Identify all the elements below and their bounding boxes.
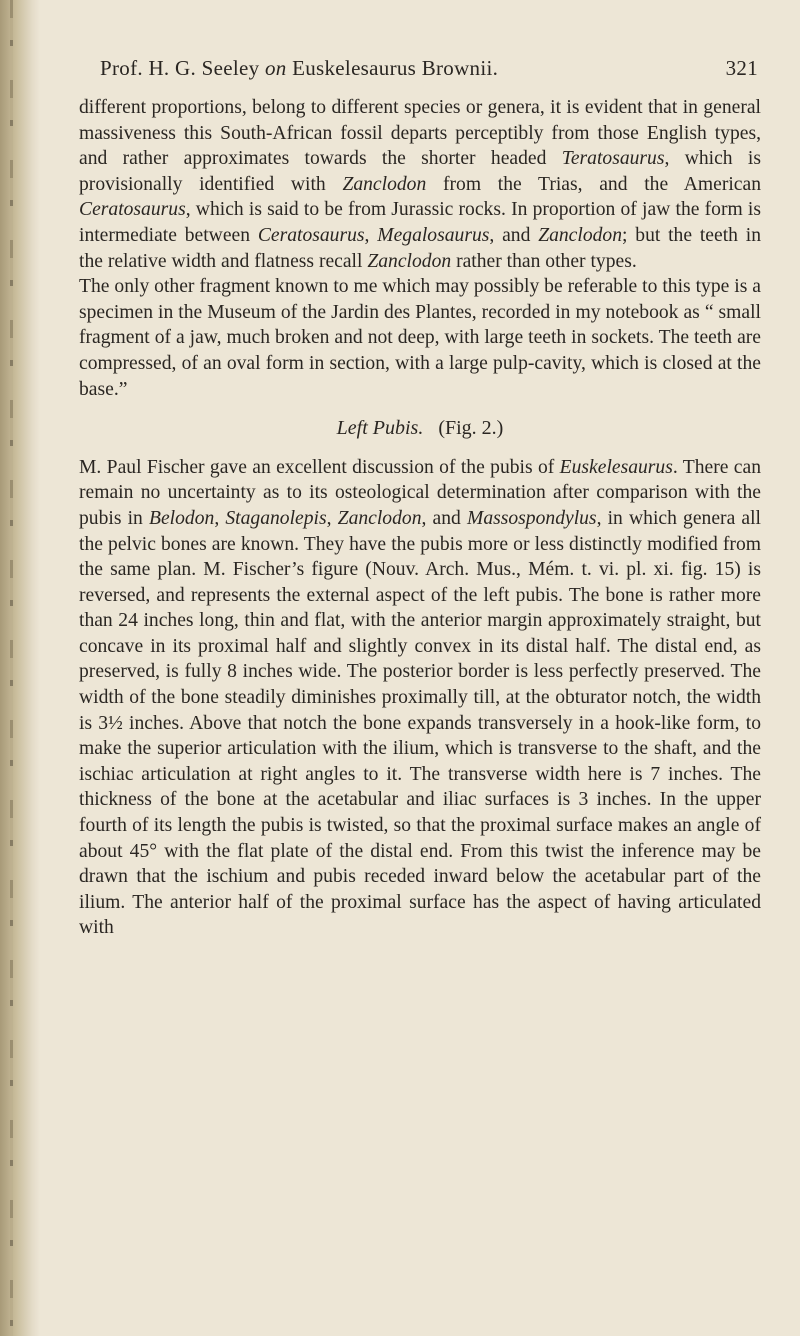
- header-author: Prof. H. G. Seeley: [100, 56, 260, 80]
- text-run: , and: [421, 507, 468, 529]
- text-run: ,: [364, 224, 378, 246]
- text-run: , in which genera all the pelvic bones are known. They have the pubis more or less distinctly modified from the same plan. M. Fischer’s figure (Nouv. Arch. Mus., Mém. t. vi. pl. xi. fig. 15) is reversed, and represents the external aspect of the left pubis. The bone is rather more than 24 inches long, thin and flat, with the anterior margin approximately straight, but concave in its proximal half and slightly convex in its distal half. The distal end, as preserved, is fully 8 inches wide. The posterior border is less perfectly preserved. The width of the bone steadily diminishes proximally till, at the obturator notch, the width is 3½ inches. Above that notch the bone expands transversely in a hook-like form, to make the superior articulation with the ilium, which is transverse to the shaft, and the ischiac articulation at right angles to it. The transverse width here is 7 inches. The thickness of the bone at the acetabular and iliac surfaces is 3 inches. In the upper fourth of its length the pubis is twisted, so that the proximal surface makes an angle of about 45° with the flat plate of the distal end. From this twist the inference may be drawn that the ischium and pubis receded inward below the acetabular part of the ilium. The anterior half of the proximal surface has the aspect of having articulated with: [79, 507, 762, 939]
- section-heading-fig: (Fig. 2.): [438, 417, 504, 440]
- text-run: ,: [326, 507, 338, 529]
- text-run: ,: [214, 507, 226, 529]
- text-run: ; but the teeth in the relative width and flatness recall: [79, 224, 761, 272]
- italic-taxon-name: Zanclodon: [538, 224, 623, 246]
- italic-taxon-name: Zanclodon: [367, 250, 452, 272]
- text-run: . There can remain no uncertainty as to its osteological determination after comparison with the pubis in: [79, 456, 761, 529]
- header-title: [100, 56, 498, 81]
- paragraph-jardin-des-plantes: The only other fragment known to me which may possibly be referable to this type is a specimen in the Museum of the Jardin des Plantes, recorded in my notebook as “ small fragment of a jaw, much broken and not deep, with large teeth in sockets. The teeth are compressed, of an oval form in section, with a large pulp-cavity, which is closed at the base.”: [79, 276, 761, 400]
- text-run: from the Trias, and the American: [426, 173, 761, 195]
- italic-taxon-name: Megalosaurus: [377, 224, 490, 246]
- text-run: , and: [489, 224, 539, 246]
- italic-taxon-name: Zanclodon: [337, 507, 422, 529]
- italic-taxon-name: Teratosaurus: [561, 148, 665, 170]
- italic-taxon-name: Zanclodon: [342, 173, 427, 195]
- italic-taxon-name: Massospondylus: [467, 507, 597, 529]
- text-run: rather than other types.: [451, 250, 637, 272]
- italic-taxon-name: Ceratosaurus: [79, 199, 186, 221]
- section-heading: [79, 416, 761, 442]
- text-run: different proportions, belong to different species or genera, it is evident that in general massiveness this South-African fossil departs perceptibly from those English types, and rather approximates towards the shorter headed: [79, 97, 761, 170]
- paragraph-continued: [79, 95, 761, 274]
- italic-taxon-name: Ceratosaurus: [257, 224, 365, 246]
- text-run: M. Paul Fischer gave an excellent discussion of the pubis of: [79, 456, 560, 478]
- text-run: , which is provisionally identified with: [79, 148, 761, 195]
- italic-taxon-name: Euskelesaurus: [559, 456, 673, 478]
- section-heading-title: Left Pubis.: [336, 417, 424, 440]
- italic-taxon-name: Staganolepis: [225, 507, 327, 529]
- page-body: [79, 95, 761, 941]
- page-number: 321: [725, 56, 758, 80]
- italic-taxon-name: Belodon: [149, 507, 215, 529]
- header-subject: Euskelesaurus Brownii.: [292, 56, 499, 80]
- paragraph-left-pubis: [79, 455, 761, 941]
- header-on: on: [264, 56, 287, 80]
- page-binding-edge: [0, 0, 40, 1336]
- text-run: , which is said to be from Jurassic rocks. In proportion of jaw the form is intermediate between: [79, 199, 761, 246]
